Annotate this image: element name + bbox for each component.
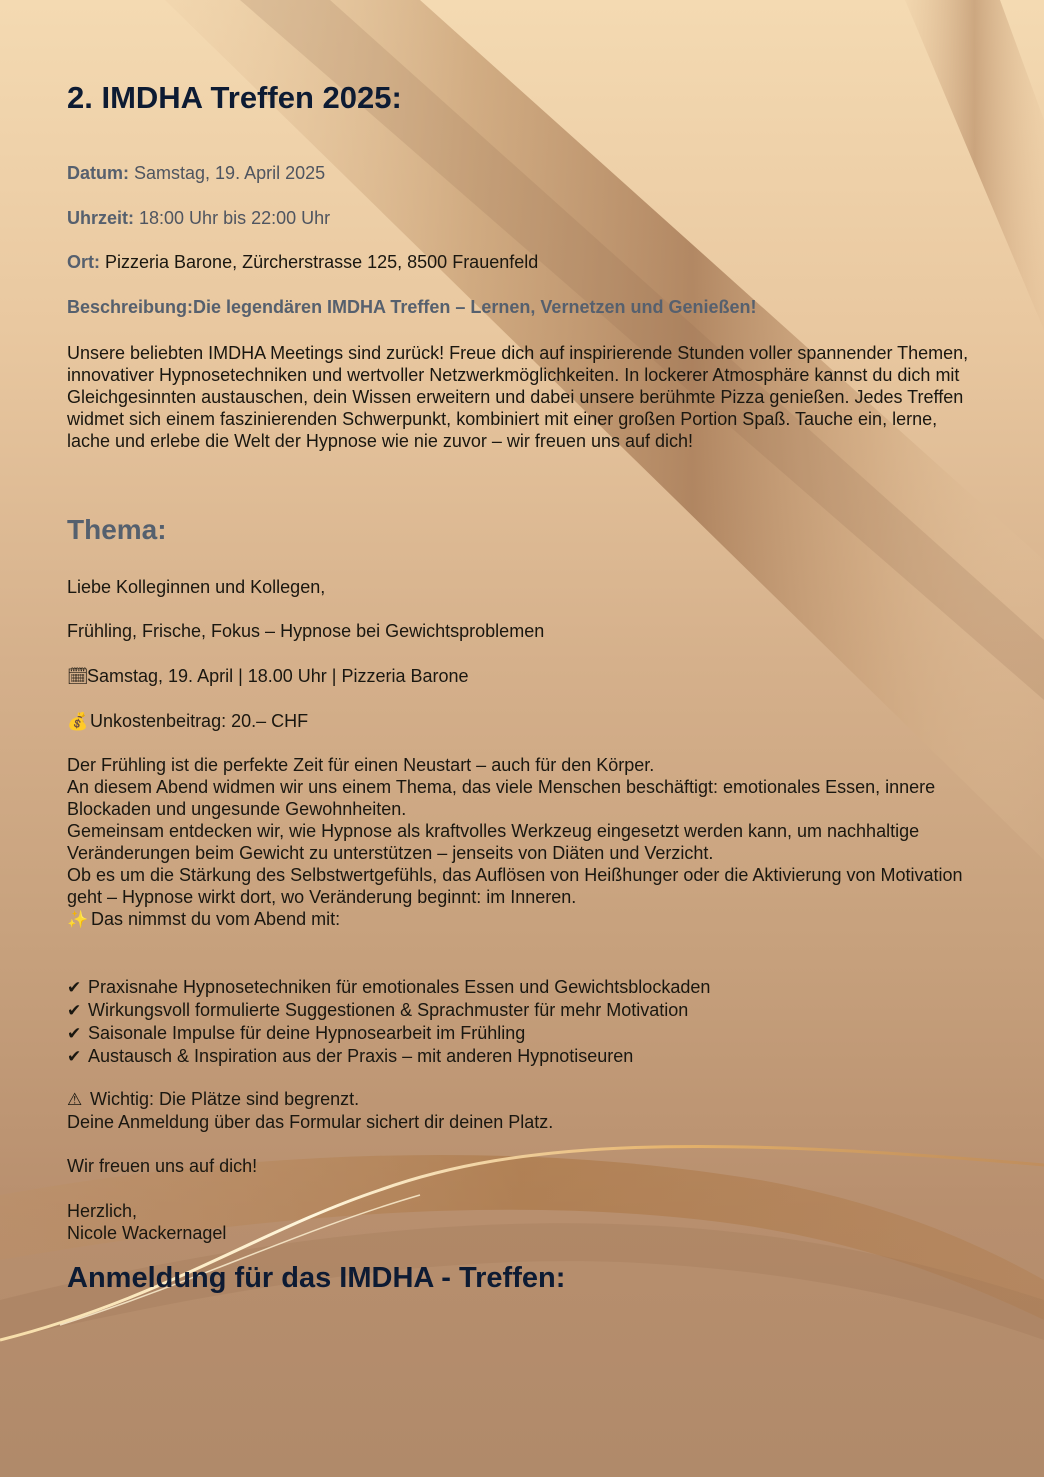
sparkles-icon: ✨ xyxy=(67,910,89,929)
thema-body xyxy=(67,754,982,931)
checklist-item: ✔ Praxisnahe Hypnosetechniken für emotionales Essen und Gewichtsblockaden xyxy=(67,977,711,997)
signoff: Herzlich, xyxy=(67,1201,138,1221)
body-line: Gemeinsam entdecken wir, wie Hypnose als kraftvolles Werkzeug eingesetzt werden kann, um nachhaltige Veränderungen beim Gewicht zu unterstützen – jenseits von Diäten und Verzicht. xyxy=(67,821,920,863)
calendar-icon: 🗓 xyxy=(67,667,89,686)
money-line-text: Unkostenbeitrag: 20.– CHF xyxy=(90,711,309,731)
date-label: Datum: xyxy=(67,163,129,183)
description-heading: Beschreibung:Die legendären IMDHA Treffen – Lernen, Vernetzen und Genießen! xyxy=(67,297,757,317)
takeaway-intro: Das nimmst du vom Abend mit: xyxy=(91,909,341,929)
place-value: Pizzeria Barone, Zürcherstrasse 125, 8500 Frauenfeld xyxy=(105,252,539,272)
money-line xyxy=(67,710,308,733)
body-line: An diesem Abend widmen wir uns einem Thema, das viele Menschen beschäftigt: emotionales Essen, innere Blockaden und ungesunde Gewohnheiten. xyxy=(67,777,936,819)
event-title: 2. IMDHA Treffen 2025: xyxy=(67,80,402,115)
time-row xyxy=(67,208,330,229)
closing: Wir freuen uns auf dich! xyxy=(67,1156,258,1176)
notice xyxy=(67,1088,982,1133)
greeting: Liebe Kolleginnen und Kollegen, xyxy=(67,577,326,597)
calendar-line-text: Samstag, 19. April | 18.00 Uhr | Pizzeria Barone xyxy=(87,666,469,686)
warning-icon: ⚠ xyxy=(67,1090,83,1109)
takeaway-intro-line xyxy=(67,908,982,931)
signoff-block xyxy=(67,1200,226,1244)
checklist-item: ✔ Austausch & Inspiration aus der Praxis – mit anderen Hypnotiseuren xyxy=(67,1046,634,1066)
thema-subtitle: Frühling, Frische, Fokus – Hypnose bei Gewichtsproblemen xyxy=(67,621,545,641)
place-label: Ort: xyxy=(67,252,100,272)
description-text: Unsere beliebten IMDHA Meetings sind zurück! Freue dich auf inspirierende Stunden voller spannender Themen, innovativer Hypnosetechniken und wertvoller Netzwerkmöglichkeiten. In lockerer Atmosphäre kannst du dich mit Gleichgesinnten austauschen, dein Wissen erweitern und dabei unsere berühmte Pizza genießen. Jedes Treffen widmet sich einem faszinierenden Schwerpunkt, kombiniert mit einer großen Portion Spaß. Tauche ein, lerne, lache und erlebe die Welt der Hypnose wie nie zuvor – wir freuen uns auf dich! xyxy=(67,343,969,451)
checklist-item: ✔ Wirkungsvoll formulierte Suggestionen & Sprachmuster für mehr Motivation xyxy=(67,1000,689,1020)
calendar-line xyxy=(67,665,469,688)
checkmark-icon: ✔ xyxy=(67,978,82,997)
checklist-item: ✔ Saisonale Impulse für deine Hypnosearbeit im Frühling xyxy=(67,1023,526,1043)
checkmark-icon: ✔ xyxy=(67,1024,82,1043)
time-value: 18:00 Uhr bis 22:00 Uhr xyxy=(139,208,331,228)
body-line: Der Frühling ist die perfekte Zeit für einen Neustart – auch für den Körper. xyxy=(67,755,655,775)
checkmark-icon: ✔ xyxy=(67,1047,82,1066)
place-row xyxy=(67,252,538,273)
checkmark-icon: ✔ xyxy=(67,1001,82,1020)
time-label: Uhrzeit: xyxy=(67,208,134,228)
date-row xyxy=(67,163,325,184)
thema-heading: Thema: xyxy=(67,514,167,545)
body-line: Ob es um die Stärkung des Selbstwertgefühls, das Auflösen von Heißhunger oder die Aktivierung von Motivation geht – Hypnose wirkt dort, wo Veränderung beginnt: im Inneren. xyxy=(67,865,963,907)
registration-heading: Anmeldung für das IMDHA - Treffen: xyxy=(67,1262,566,1294)
checklist xyxy=(67,976,982,1068)
warning-line: ⚠ Wichtig: Die Plätze sind begrenzt. xyxy=(67,1089,360,1109)
date-value: Samstag, 19. April 2025 xyxy=(134,163,326,183)
money-bag-icon: 💰 xyxy=(67,712,89,731)
signup-line: Deine Anmeldung über das Formular sichert dir deinen Platz. xyxy=(67,1112,554,1132)
signature: Nicole Wackernagel xyxy=(67,1223,227,1243)
